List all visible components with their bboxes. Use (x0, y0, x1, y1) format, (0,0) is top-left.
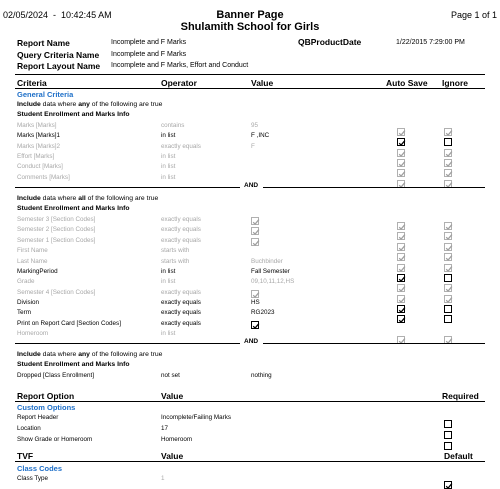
criteria-name: Print on Report Card [Section Codes] (17, 319, 121, 327)
criteria-value: RG2023 (251, 309, 275, 317)
criteria-name: Marks [Marks]1 (17, 132, 61, 140)
report-layout-value: Incomplete and F Marks, Effort and Conduct (111, 62, 249, 69)
divider (15, 401, 485, 402)
criteria-row (0, 372, 500, 382)
criteria-operator: exactly equals (161, 226, 201, 234)
criteria-operator: starts with (161, 247, 190, 255)
report-option-value-col-header: Value (161, 391, 184, 401)
option-name: Report Header (17, 414, 59, 421)
criteria-row (0, 258, 500, 268)
criteria-row (0, 268, 500, 278)
criteria-operator: exactly equals (161, 319, 201, 327)
custom-option-row (0, 414, 500, 424)
default-cell (444, 476, 452, 489)
option-value: Homeroom (161, 436, 193, 443)
page-title: Banner Page (216, 9, 284, 21)
criteria-row (0, 320, 500, 330)
criteria-operator: in list (161, 173, 176, 181)
criteria-row (0, 132, 500, 142)
include-text: of the following are true (89, 351, 163, 359)
criteria-name: Term (17, 309, 31, 317)
operator-col-header: Operator (161, 78, 197, 88)
criteria-name: Semester 3 [Section Codes] (17, 216, 96, 224)
ignore-col-header: Ignore (442, 78, 468, 88)
report-name-value: Incomplete and F Marks (111, 39, 187, 46)
include-rule (17, 351, 162, 358)
criteria-operator: exactly equals (161, 216, 201, 224)
and-label: AND (244, 338, 259, 346)
tvf-name: Class Type (17, 475, 49, 482)
criteria-operator: in list (161, 132, 176, 140)
separator-line (263, 187, 485, 188)
criteria-value-checkbox[interactable] (251, 227, 259, 235)
query-criteria-label: Query Criteria Name (17, 50, 100, 60)
criteria-row (0, 153, 500, 163)
qbproductdate-label: QBProductDate (298, 37, 362, 47)
criteria-value: Buchbinder (251, 257, 283, 265)
qbproductdate-value: 1/22/2015 7:29:00 PM (396, 39, 465, 46)
criteria-value: nothing (251, 372, 272, 380)
criteria-name: Homeroom (17, 329, 49, 337)
criteria-row (0, 299, 500, 309)
required-col-header: Required (442, 391, 479, 401)
criteria-value-checkbox[interactable] (251, 290, 259, 298)
criteria-row (0, 278, 500, 288)
criteria-value: 09,10,11,12,HS (251, 278, 295, 286)
class-codes-title: Class Codes (17, 464, 63, 473)
option-name: Show Grade or Homeroom (17, 436, 93, 443)
option-value: Incomplete/Failing Marks (161, 414, 231, 421)
include-keyword: Include (17, 195, 41, 203)
criteria-operator: exactly equals (161, 236, 201, 244)
criteria-name: Grade (17, 278, 35, 286)
and-separator (15, 338, 485, 348)
report-layout-label: Report Layout Name (17, 61, 101, 71)
criteria-name: Semester 4 [Section Codes] (17, 288, 96, 296)
custom-option-row (0, 425, 500, 435)
criteria-operator: in list (161, 163, 176, 171)
divider (15, 74, 485, 75)
criteria-name: Marks [Marks]2 (17, 142, 61, 150)
criteria-row (0, 247, 500, 257)
and-label: AND (244, 182, 259, 190)
criteria-value-checkbox[interactable] (251, 217, 259, 225)
auto-save-col-header: Auto Save (386, 78, 428, 88)
criteria-operator: exactly equals (161, 298, 201, 306)
criteria-operator: exactly equals (161, 309, 201, 317)
value-col-header: Value (251, 78, 274, 88)
criteria-operator: exactly equals (161, 142, 201, 150)
criteria-value-checkbox[interactable] (251, 238, 259, 246)
required-checkbox[interactable] (444, 442, 452, 450)
separator-line (263, 343, 485, 344)
criteria-name: Comments [Marks] (17, 173, 70, 181)
criteria-name: Semester 2 [Section Codes] (17, 226, 96, 234)
criteria-value: HS (251, 298, 260, 306)
criteria-name: Marks [Marks] (17, 122, 57, 129)
criteria-operator: not set (161, 372, 180, 380)
criteria-name: Division (17, 298, 40, 306)
criteria-operator: contains (161, 122, 185, 129)
include-quantifier: any (78, 101, 90, 108)
criteria-operator: exactly equals (161, 288, 201, 296)
report-option-col-header: Report Option (17, 391, 75, 401)
criteria-name: MarkingPeriod (17, 267, 58, 275)
include-keyword: Include (17, 101, 41, 108)
include-quantifier: all (78, 195, 86, 203)
criteria-name: First Name (17, 247, 48, 255)
page-number: Page 1 of 1 (450, 10, 497, 20)
tvf-col-header: TVF (17, 451, 34, 461)
query-criteria-value: Incomplete and F Marks (111, 51, 187, 58)
general-criteria-title: General Criteria (17, 90, 74, 99)
tvf-value-col-header: Value (161, 451, 184, 461)
separator-line (15, 343, 240, 344)
criteria-value: F ,INC (251, 132, 270, 140)
criteria-row (0, 289, 500, 299)
divider (15, 461, 485, 462)
criteria-name: Dropped [Class Enrollment] (17, 372, 94, 380)
include-text: data where (40, 195, 79, 203)
criteria-col-header: Criteria (17, 78, 47, 88)
criteria-row (0, 226, 500, 236)
and-separator (15, 182, 485, 192)
separator-line (15, 187, 240, 188)
include-quantifier: any (78, 351, 90, 359)
include-rule (17, 101, 162, 108)
criteria-operator: starts with (161, 257, 190, 265)
tvf-row (0, 475, 500, 485)
group-subheader: Student Enrollment and Marks Info (17, 205, 130, 213)
criteria-operator: in list (161, 278, 176, 286)
include-keyword: Include (17, 351, 41, 359)
divider (15, 88, 485, 89)
criteria-row (0, 216, 500, 226)
criteria-name: Conduct [Marks] (17, 163, 63, 171)
include-text: data where (40, 351, 79, 359)
school-name: Shulamith School for Girls (180, 21, 320, 33)
criteria-operator: in list (161, 153, 176, 161)
criteria-name: Effort [Marks] (17, 153, 55, 161)
criteria-name: Semester 1 [Section Codes] (17, 236, 96, 244)
custom-option-row (0, 436, 500, 446)
default-col-header: Default (444, 451, 473, 461)
include-text: data where (40, 101, 79, 108)
include-text: of the following are true (89, 101, 163, 108)
option-name: Location (17, 425, 41, 432)
print-date: 02/05/2024 - 10:42:45 AM (3, 10, 112, 20)
include-text: of the following are true (85, 195, 159, 203)
group-subheader: Student Enrollment and Marks Info (17, 111, 130, 118)
option-value: 17 (161, 425, 169, 432)
default-checkbox[interactable] (444, 481, 452, 489)
criteria-row (0, 143, 500, 153)
criteria-value: F (251, 142, 255, 150)
tvf-value: 1 (161, 475, 165, 482)
criteria-row (0, 309, 500, 319)
criteria-operator: in list (161, 329, 176, 337)
custom-options-title: Custom Options (17, 403, 76, 412)
criteria-value-checkbox[interactable] (251, 321, 259, 329)
criteria-row (0, 237, 500, 247)
include-rule (17, 195, 158, 202)
criteria-operator: in list (161, 267, 176, 275)
criteria-name: Last Name (17, 257, 48, 265)
group-subheader: Student Enrollment and Marks Info (17, 361, 130, 369)
criteria-value: Fall Semester (251, 267, 290, 275)
criteria-row (0, 122, 500, 132)
criteria-value: 95 (251, 122, 259, 129)
report-name-label: Report Name (17, 38, 70, 48)
criteria-row (0, 163, 500, 173)
